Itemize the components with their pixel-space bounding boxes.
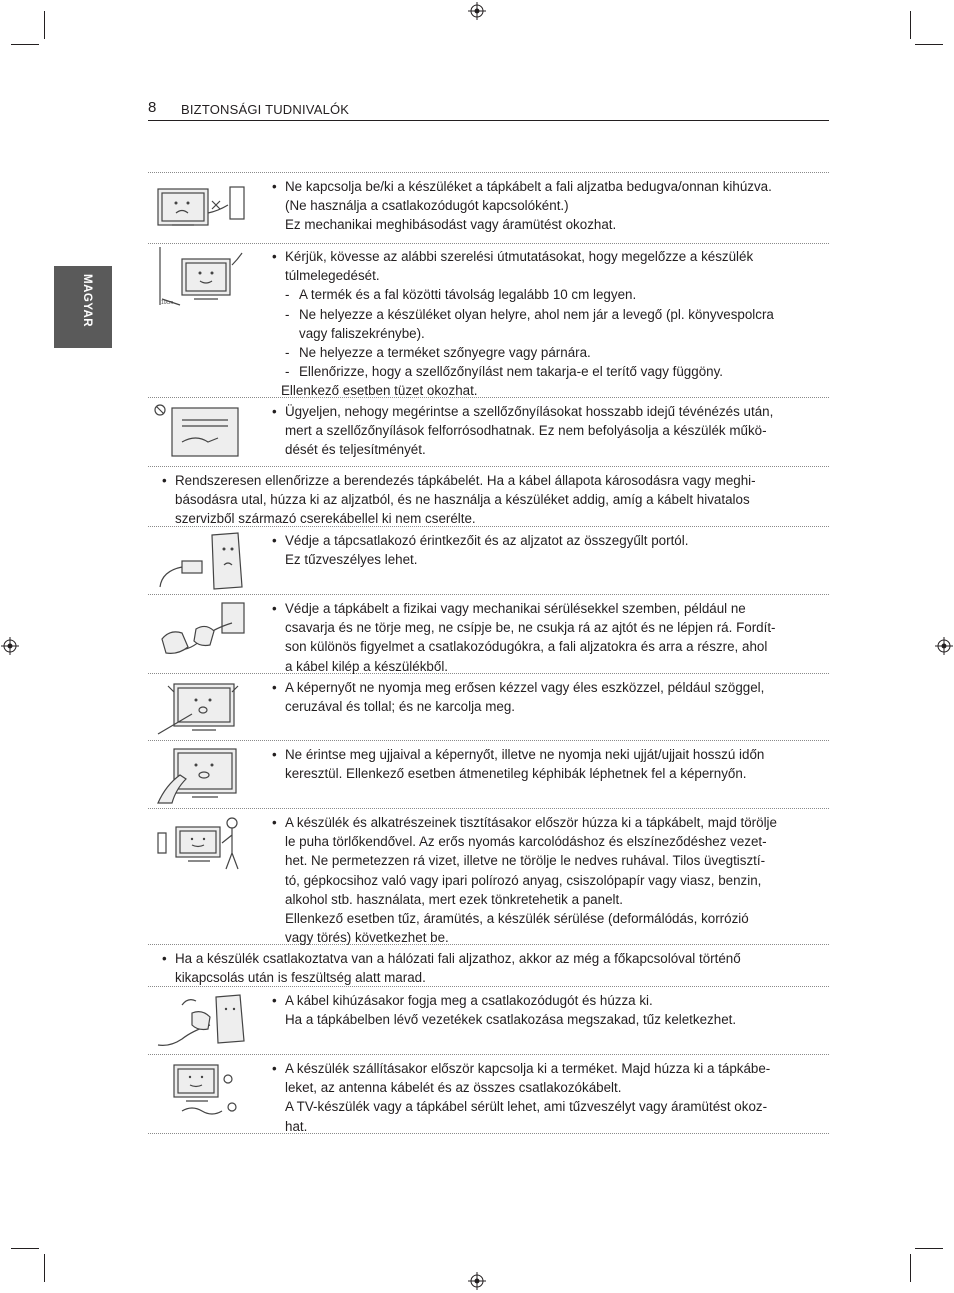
safety-item — [148, 1055, 829, 1134]
item-line: Rendszeresen ellenőrizze a berendezés tápkábelét. Ha a kábel állapota károsodásra vagy meghi- — [175, 473, 756, 488]
safety-item — [148, 467, 829, 527]
safety-item — [148, 741, 829, 809]
item-line: keresztül. Ellenkező esetben átmenetileg képhibák léphetnek fel a képernyőn. — [285, 766, 747, 782]
safety-item — [148, 945, 829, 987]
item-line: tó, gépkocsihoz való vagy ipari polírozó anyag, csiszolópapír vagy viasz, benzin, — [285, 872, 762, 888]
pull-plug-illustration-icon — [152, 991, 248, 1051]
distance-label: 10cm — [161, 300, 174, 306]
item-line: Ez tűzveszélyes lehet. — [285, 552, 418, 568]
item-line: csavarja és ne törje meg, ne csípje be, ne csukja rá az ajtót és ne lépjen rá. Fordít- — [285, 620, 776, 636]
screen-pressure-illustration-icon — [152, 678, 248, 738]
damaged-cable-illustration-icon — [152, 599, 248, 659]
item-line: hat. — [285, 1118, 308, 1134]
item-text: • A kábel kihúzásakor fogja meg a csatlakozódugót és húzza ki. Ha a tápkábelben lévő vezetékek csatlakozása megszakad, tűz keletkezhet. — [272, 993, 737, 1028]
crop-mark — [11, 44, 39, 45]
crop-mark — [915, 1248, 943, 1249]
safety-item — [148, 243, 829, 398]
item-line: Ügyeljen, nehogy megérintse a szellőzőnyílásokat hosszabb idejű tévénézés után, — [285, 404, 774, 419]
item-line: Ha a tápkábelben lévő vezetékek csatlakozása megszakad, tűz keletkezhet. — [285, 1012, 737, 1028]
item-line: A készülék szállításakor először kapcsolja ki a terméket. Majd húzza ki a tápkábe- — [285, 1061, 771, 1076]
crop-mark — [910, 1254, 911, 1282]
language-tab-label: MAGYAR — [81, 274, 93, 328]
item-line: (Ne használja a csatlakozódugót kapcsolóként.) — [285, 198, 569, 214]
item-line: A TV-készülék vagy a tápkábel sérült lehet, ami tűzveszélyt vagy áramütést okoz- — [285, 1099, 768, 1115]
page-number: 8 — [148, 99, 157, 116]
item-line: alkohol stb. használata, mert ezek tönkretehetik a panelt. — [285, 891, 623, 907]
cleaning-illustration-icon — [152, 813, 248, 873]
item-text: • Kérjük, kövesse az alábbi szerelési útmutatásokat, hogy megelőzze a készülék túlmelegedését. - A termék és a fal közötti távolság legalább 10 cm legyen. - Ne helyezze a készüléket olyan helyre, ahol nem jár a levegő (pl. könyvespolcra vagy faliszekrénybe). - Ne helyezze a terméket szőnyegre vagy párnára. - Ellenőrizze, hogy a szellőzőnyílást nem takarja-e el terítő vagy függöny. Ellenkező esetben tüzet okozhat. — [272, 247, 813, 401]
crop-mark — [44, 11, 45, 39]
safety-item — [148, 595, 829, 674]
registration-mark-icon — [468, 1272, 486, 1290]
item-line: A képernyőt ne nyomja meg erősen kézzel vagy éles eszközzel, például szöggel, — [285, 680, 765, 695]
item-line: leket, az antenna kábelét és az összes csatlakozókábelt. — [285, 1080, 622, 1096]
item-line: Ne kapcsolja be/ki a készüléket a tápkábelt a fali aljzatba bedugva/onnan kihúzva. — [285, 179, 772, 194]
safety-item — [148, 809, 829, 945]
item-line: szervizből származó cserekábellel ki nem cserélte. — [175, 511, 476, 527]
item-line: vagy törés) következhet be. — [285, 930, 449, 946]
item-text: • Ügyeljen, nehogy megérintse a szellőzőnyílásokat hosszabb idejű tévénézés után, mert a szellőzőnyílások felforrósodhatnak. Ez nem befolyásolja a készülék műkö- dését és teljesítményét. — [272, 404, 774, 458]
item-line: kikapcsolás után is feszültség alatt marad. — [175, 970, 426, 986]
item-text: • Ne érintse meg ujjaival a képernyőt, illetve ne nyomja neki ujját/ujjait hosszú időn keresztül. Ellenkező esetben átmenetileg képhibák léphetnek fel a képernyőn. — [272, 747, 765, 782]
item-line: Kérjük, kövesse az alábbi szerelési útmutatásokat, hogy megelőzze a készülék — [285, 249, 754, 264]
safety-item — [148, 527, 829, 595]
tv-wall-distance-illustration-icon — [152, 247, 248, 307]
item-line: ceruzával és tollal; és ne karcolja meg. — [285, 699, 515, 715]
language-tab — [54, 266, 112, 348]
item-line: Ellenkező esetben tűz, áramütés, a készülék sérülése (deformálódás, korrózió — [285, 911, 749, 927]
item-line: A készülék és alkatrészeinek tisztításakor először húzza ki a tápkábelt, majd törölje — [285, 815, 777, 830]
item-line: son különös figyelmet a csatlakozódugókra, a fali aljzatokra és arra a részre, ahol — [285, 639, 768, 655]
item-line: Ha a készülék csatlakoztatva van a hálózati fali aljzathoz, akkor az még a főkapcsolóval történő — [175, 951, 741, 966]
item-line: mert a szellőzőnyílások felforrósodhatnak. Ez nem befolyásolja a készülék műkö- — [285, 423, 767, 439]
safety-item — [148, 987, 829, 1055]
item-line: Ez mechanikai meghibásodást vagy áramütést okozhat. — [285, 217, 617, 233]
item-text: • A képernyőt ne nyomja meg erősen kézzel vagy éles eszközzel, például szöggel, ceruzával és tollal; és ne karcolja meg. — [272, 680, 765, 715]
item-line: dését és teljesítményét. — [285, 442, 426, 458]
crop-mark — [44, 1254, 45, 1282]
item-subline: Ne helyezze a terméket szőnyegre vagy párnára. — [299, 345, 591, 361]
crop-mark — [915, 44, 943, 45]
item-text: • Védje a tápkábelt a fizikai vagy mechanikai sérülésekkel szemben, például ne csavarja és ne törje meg, ne csípje be, ne csukja rá az ajtót és ne lépjen rá. Fordít- son különös figyelmet a csatlakozódugókra, a fali aljzatokra és arra a részre, ahol a kábel kilép a készülékből. — [272, 601, 776, 674]
item-line: le puha törlőkendővel. Az erős nyomás karcolódáshoz és elszíneződéshez vezet- — [285, 834, 767, 850]
safety-item — [148, 674, 829, 741]
item-tail: Ellenkező esetben tüzet okozhat. — [281, 383, 478, 399]
crop-mark — [910, 11, 911, 39]
item-text: • Rendszeresen ellenőrizze a berendezés tápkábelét. Ha a kábel állapota károsodásra vagy meghi- básodásra utal, húzza ki az aljzatból, és ne használja a készüléket addig, amíg a kábelt hivatalos szervizből származó cserekábellel ki nem cserélte. — [162, 473, 756, 527]
registration-mark-icon — [935, 637, 953, 655]
item-text: • A készülék szállításakor először kapcsolja ki a terméket. Majd húzza ki a tápkábe- leket, az antenna kábelét és az összes csatlakozókábelt. A TV-készülék vagy a tápkábel sérült lehet, ami tűzveszélyt vagy áramütést okoz- hat. — [272, 1061, 771, 1134]
item-subline: Ellenőrizze, hogy a szellőzőnyílást nem takarja-e el terítő vagy függöny. — [299, 364, 724, 380]
item-line: A kábel kihúzásakor fogja meg a csatlakozódugót és húzza ki. — [285, 993, 653, 1008]
item-text: • A készülék és alkatrészeinek tisztításakor először húzza ki a tápkábelt, majd törölje le puha törlőkendővel. Az erős nyomás karcolódáshoz és elszíneződéshez vezet- het. Ne permetezzen rá vizet, illetve ne törölje le nedves ruhával. Tilos üvegtisztí- tó, gépkocsihoz való vagy ipari polírozó anyag, csiszolópapír vagy viasz, benzin, alkohol stb. használata, mert ezek tönkretehetik a panelt. Ellenkező esetben tűz, áramütés, a készülék sérülése (deformálódás, korrózió vagy törés) következhet be. — [272, 815, 777, 946]
item-line: Védje a tápcsatlakozó érintkezőit és az aljzatot az összegyűlt portól. — [285, 533, 689, 548]
item-subline: A termék és a fal közötti távolság legalább 10 cm legyen. — [299, 287, 637, 303]
safety-item — [148, 172, 829, 244]
tv-transport-illustration-icon — [152, 1059, 248, 1119]
dusty-plug-illustration-icon — [152, 531, 248, 591]
item-line: het. Ne permetezzen rá vizet, illetve ne törölje le nedves ruhával. Tilos üvegtisztí- — [285, 853, 766, 869]
item-text: • Védje a tápcsatlakozó érintkezőit és az aljzatot az összegyűlt portól. Ez tűzveszélyes lehet. — [272, 533, 689, 568]
item-text: • Ha a készülék csatlakoztatva van a hálózati fali aljzathoz, akkor az még a főkapcsolóval történő kikapcsolás után is feszültség alatt marad. — [162, 951, 741, 986]
crop-mark — [11, 1248, 39, 1249]
section-title: BIZTONSÁGI TUDNIVALÓK — [181, 102, 350, 117]
item-line: túlmelegedését. — [285, 268, 380, 284]
item-line: Ne érintse meg ujjaival a képernyőt, illetve ne nyomja neki ujját/ujjait hosszú időn — [285, 747, 765, 762]
item-text: • Ne kapcsolja be/ki a készüléket a tápkábelt a fali aljzatba bedugva/onnan kihúzva. (Ne használja a csatlakozódugót kapcsolóként.) Ez mechanikai meghibásodást vagy áramütést okozhat. — [272, 179, 772, 233]
page-header — [148, 96, 829, 121]
tv-unplug-illustration-icon — [152, 177, 248, 237]
item-line: a kábel kilép a készülékből. — [285, 658, 449, 674]
item-line: básodásra utal, húzza ki az aljzatból, és ne használja a készüléket addig, amíg a kábelt hivatalos — [175, 492, 750, 508]
item-line: Védje a tápkábelt a fizikai vagy mechanikai sérülésekkel szemben, például ne — [285, 601, 746, 616]
registration-mark-icon — [468, 2, 486, 20]
hot-vents-illustration-icon — [152, 402, 248, 462]
safety-item — [148, 398, 829, 467]
registration-mark-icon — [1, 637, 19, 655]
screen-touch-illustration-icon — [152, 745, 248, 805]
item-subline: Ne helyezze a készüléket olyan helyre, ahol nem jár a levegő (pl. könyvespolcra — [299, 306, 774, 322]
item-subline: vagy faliszekrénybe). — [299, 325, 425, 341]
